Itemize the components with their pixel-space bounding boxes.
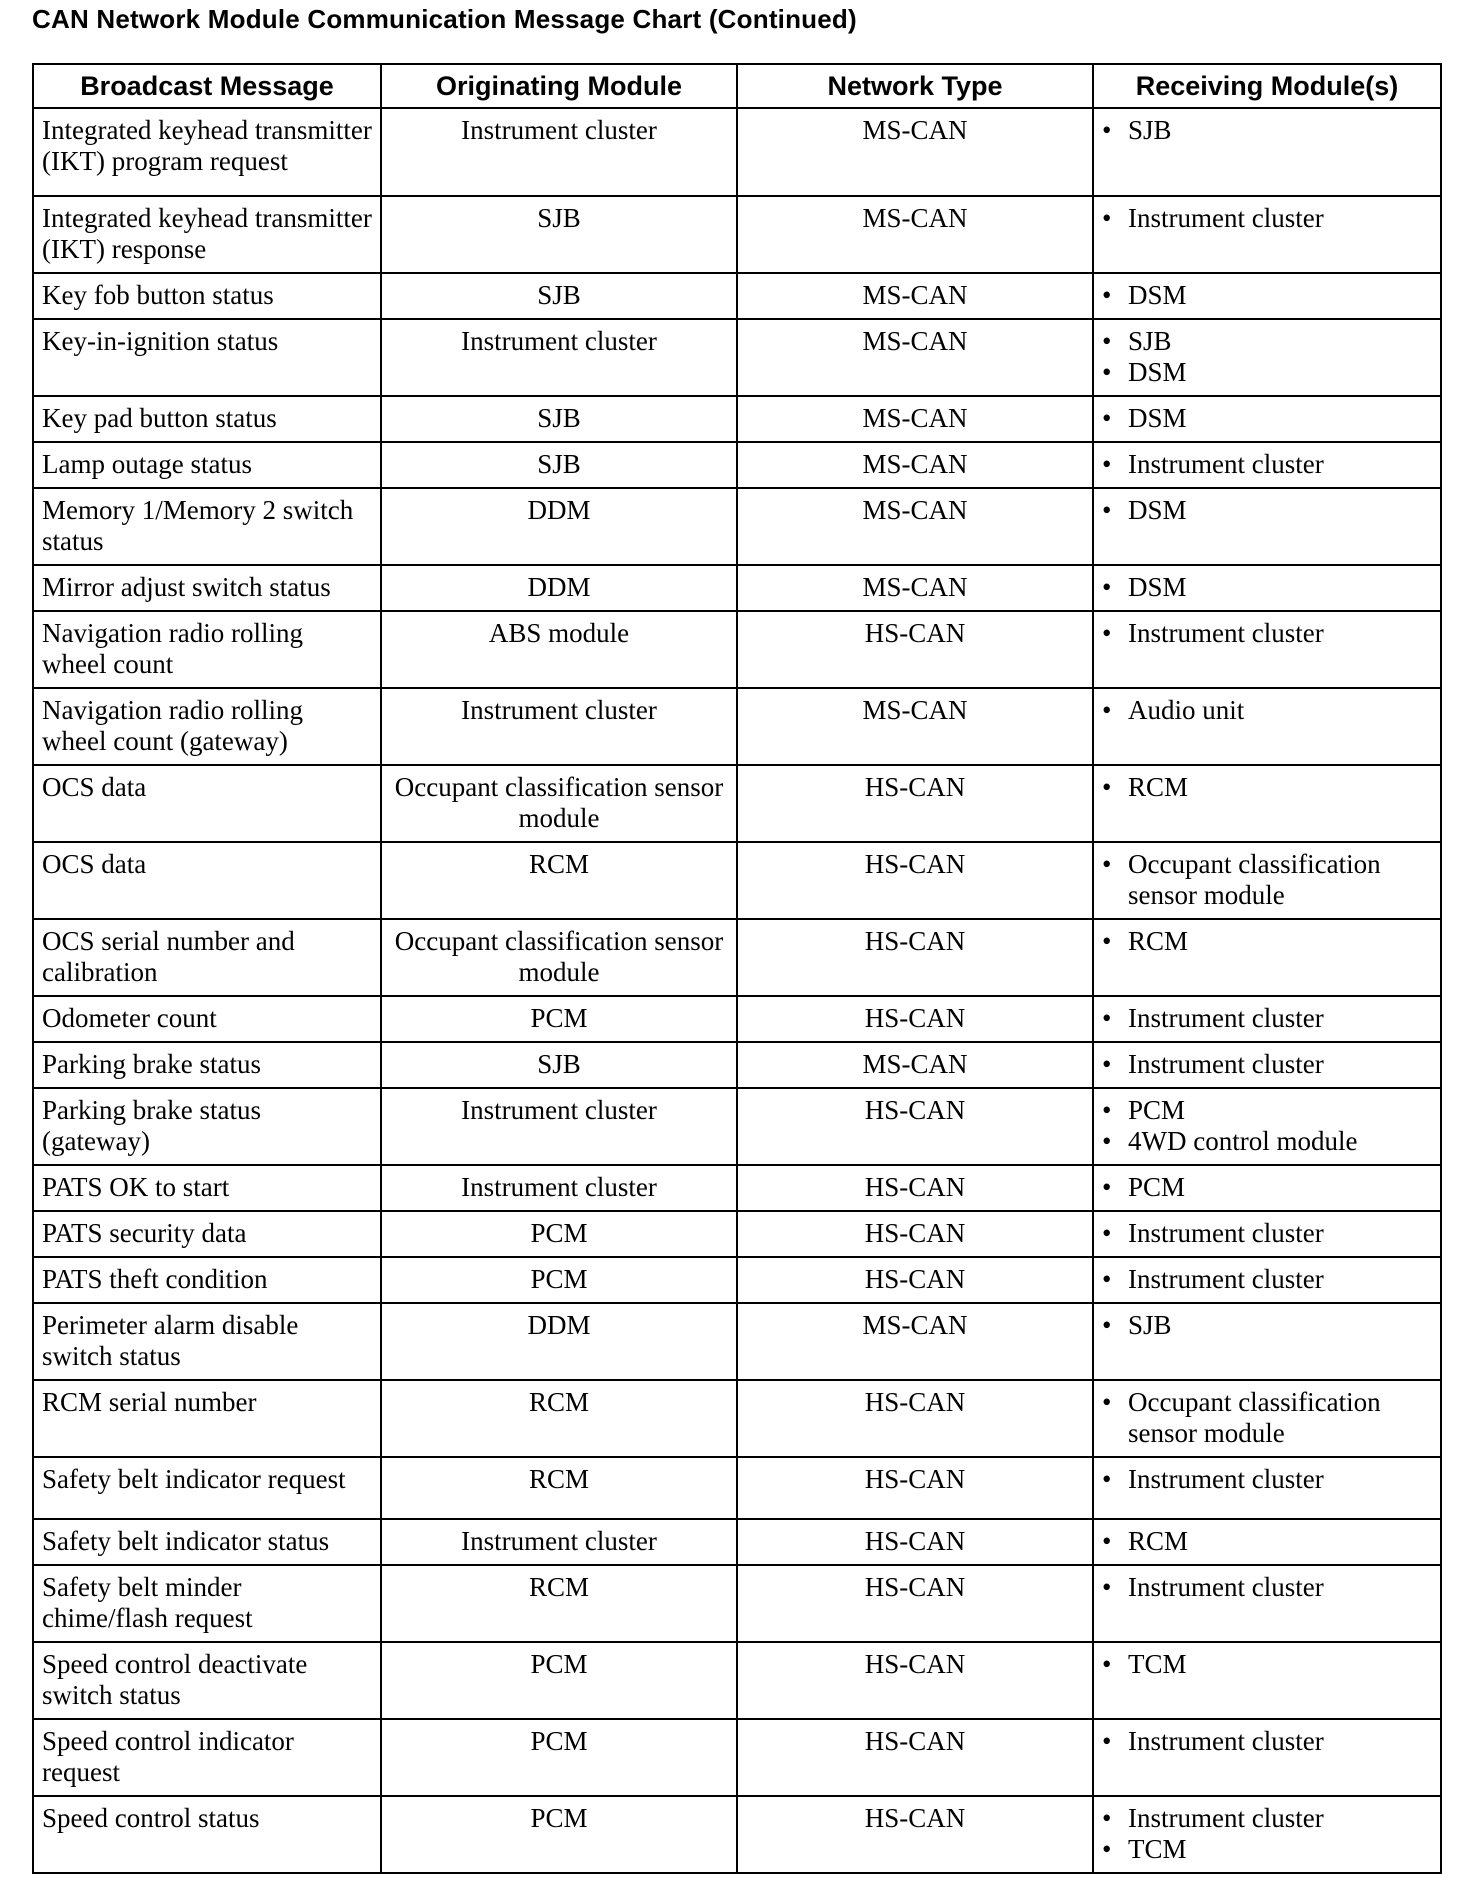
- receiving-module-item: • Occupant classification sensor module: [1102, 849, 1432, 911]
- receiving-modules-cell: [1093, 396, 1441, 442]
- originating-module-cell: PCM: [381, 1719, 737, 1796]
- table-row: [33, 273, 1441, 319]
- originating-module-cell: Occupant classification sensor module: [381, 765, 737, 842]
- receiving-modules-list: [1102, 326, 1432, 388]
- receiving-modules-cell: [1093, 1796, 1441, 1873]
- receiving-module-item: • SJB: [1102, 326, 1432, 357]
- originating-module-cell: RCM: [381, 842, 737, 919]
- broadcast-message-cell: Key-in-ignition status: [33, 319, 381, 396]
- receiving-modules-list: [1102, 1649, 1432, 1680]
- column-header-originating-module: Originating Module: [381, 64, 737, 108]
- originating-module-cell: PCM: [381, 1796, 737, 1873]
- receiving-modules-list: [1102, 1572, 1432, 1603]
- receiving-module-item: • SJB: [1102, 115, 1432, 146]
- receiving-modules-list: [1102, 1049, 1432, 1080]
- table-row: [33, 1719, 1441, 1796]
- receiving-modules-list: [1102, 280, 1432, 311]
- receiving-module-item: • Instrument cluster: [1102, 618, 1432, 649]
- broadcast-message-cell: Parking brake status (gateway): [33, 1088, 381, 1165]
- receiving-module-item: • TCM: [1102, 1834, 1432, 1865]
- receiving-module-item: • Instrument cluster: [1102, 203, 1432, 234]
- network-type-cell: MS-CAN: [737, 1042, 1093, 1088]
- table-row: [33, 1165, 1441, 1211]
- receiving-modules-list: [1102, 1803, 1432, 1865]
- table-row: [33, 1642, 1441, 1719]
- receiving-modules-cell: [1093, 1519, 1441, 1565]
- network-type-cell: HS-CAN: [737, 1519, 1093, 1565]
- table-row: [33, 1380, 1441, 1457]
- receiving-modules-list: [1102, 449, 1432, 480]
- table-row: [33, 1457, 1441, 1519]
- receiving-modules-list: [1102, 1726, 1432, 1757]
- page-title: CAN Network Module Communication Message Chart (Continued): [32, 4, 857, 34]
- table-row: [33, 996, 1441, 1042]
- receiving-modules-cell: [1093, 196, 1441, 273]
- receiving-modules-list: [1102, 1310, 1432, 1341]
- receiving-modules-list: [1102, 695, 1432, 726]
- receiving-module-item: • PCM: [1102, 1172, 1432, 1203]
- network-type-cell: MS-CAN: [737, 196, 1093, 273]
- table-row: [33, 396, 1441, 442]
- receiving-modules-cell: [1093, 919, 1441, 996]
- receiving-module-item: • Instrument cluster: [1102, 1726, 1432, 1757]
- receiving-modules-cell: [1093, 1165, 1441, 1211]
- originating-module-cell: PCM: [381, 996, 737, 1042]
- network-type-cell: HS-CAN: [737, 765, 1093, 842]
- broadcast-message-cell: Speed control deactivate switch status: [33, 1642, 381, 1719]
- receiving-modules-cell: [1093, 1042, 1441, 1088]
- table-row: [33, 565, 1441, 611]
- broadcast-message-cell: Parking brake status: [33, 1042, 381, 1088]
- originating-module-cell: DDM: [381, 565, 737, 611]
- table-row: [33, 196, 1441, 273]
- originating-module-cell: DDM: [381, 1303, 737, 1380]
- broadcast-message-cell: Navigation radio rolling wheel count: [33, 611, 381, 688]
- column-header-network-type: Network Type: [737, 64, 1093, 108]
- receiving-module-item: • Instrument cluster: [1102, 1803, 1432, 1834]
- network-type-cell: MS-CAN: [737, 1303, 1093, 1380]
- receiving-modules-cell: [1093, 1565, 1441, 1642]
- network-type-cell: HS-CAN: [737, 1642, 1093, 1719]
- network-type-cell: MS-CAN: [737, 442, 1093, 488]
- receiving-module-item: • PCM: [1102, 1095, 1432, 1126]
- table-row: [33, 1565, 1441, 1642]
- receiving-modules-cell: [1093, 996, 1441, 1042]
- broadcast-message-cell: Safety belt indicator request: [33, 1457, 381, 1519]
- originating-module-cell: PCM: [381, 1257, 737, 1303]
- broadcast-message-cell: Key pad button status: [33, 396, 381, 442]
- receiving-module-item: • DSM: [1102, 357, 1432, 388]
- receiving-modules-list: [1102, 203, 1432, 234]
- table-row: [33, 1796, 1441, 1873]
- receiving-modules-cell: [1093, 273, 1441, 319]
- receiving-module-item: • RCM: [1102, 1526, 1432, 1557]
- broadcast-message-cell: PATS theft condition: [33, 1257, 381, 1303]
- receiving-modules-list: [1102, 1172, 1432, 1203]
- receiving-modules-cell: [1093, 765, 1441, 842]
- receiving-modules-list: [1102, 1387, 1432, 1449]
- network-type-cell: MS-CAN: [737, 565, 1093, 611]
- receiving-module-item: • Instrument cluster: [1102, 1218, 1432, 1249]
- receiving-module-item: • Instrument cluster: [1102, 1464, 1432, 1495]
- originating-module-cell: SJB: [381, 273, 737, 319]
- network-type-cell: HS-CAN: [737, 1088, 1093, 1165]
- originating-module-cell: Instrument cluster: [381, 688, 737, 765]
- originating-module-cell: RCM: [381, 1565, 737, 1642]
- network-type-cell: MS-CAN: [737, 319, 1093, 396]
- receiving-module-item: • Instrument cluster: [1102, 449, 1432, 480]
- originating-module-cell: PCM: [381, 1642, 737, 1719]
- network-type-cell: MS-CAN: [737, 488, 1093, 565]
- column-header-broadcast-message: Broadcast Message: [33, 64, 381, 108]
- table-row: [33, 688, 1441, 765]
- originating-module-cell: Instrument cluster: [381, 1165, 737, 1211]
- receiving-modules-list: [1102, 849, 1432, 911]
- receiving-modules-cell: [1093, 842, 1441, 919]
- receiving-modules-list: [1102, 618, 1432, 649]
- originating-module-cell: DDM: [381, 488, 737, 565]
- network-type-cell: HS-CAN: [737, 611, 1093, 688]
- originating-module-cell: ABS module: [381, 611, 737, 688]
- network-type-cell: HS-CAN: [737, 1719, 1093, 1796]
- receiving-modules-cell: [1093, 319, 1441, 396]
- table-row: [33, 842, 1441, 919]
- receiving-modules-list: [1102, 572, 1432, 603]
- broadcast-message-cell: Key fob button status: [33, 273, 381, 319]
- table-row: [33, 919, 1441, 996]
- receiving-module-item: • Instrument cluster: [1102, 1049, 1432, 1080]
- receiving-modules-cell: [1093, 1257, 1441, 1303]
- broadcast-message-cell: Mirror adjust switch status: [33, 565, 381, 611]
- network-type-cell: HS-CAN: [737, 919, 1093, 996]
- receiving-modules-cell: [1093, 1719, 1441, 1796]
- network-type-cell: HS-CAN: [737, 842, 1093, 919]
- table-row: [33, 1303, 1441, 1380]
- broadcast-message-cell: Integrated keyhead transmitter (IKT) response: [33, 196, 381, 273]
- originating-module-cell: Instrument cluster: [381, 108, 737, 196]
- receiving-modules-cell: [1093, 688, 1441, 765]
- network-type-cell: HS-CAN: [737, 1380, 1093, 1457]
- receiving-modules-list: [1102, 1526, 1432, 1557]
- receiving-module-item: • Instrument cluster: [1102, 1572, 1432, 1603]
- receiving-module-item: • DSM: [1102, 572, 1432, 603]
- broadcast-message-cell: Safety belt minder chime/flash request: [33, 1565, 381, 1642]
- receiving-module-item: • DSM: [1102, 280, 1432, 311]
- originating-module-cell: Instrument cluster: [381, 1088, 737, 1165]
- table-row: [33, 1042, 1441, 1088]
- receiving-modules-cell: [1093, 442, 1441, 488]
- broadcast-message-cell: OCS data: [33, 842, 381, 919]
- broadcast-message-cell: Perimeter alarm disable switch status: [33, 1303, 381, 1380]
- receiving-module-item: • RCM: [1102, 926, 1432, 957]
- receiving-modules-cell: [1093, 488, 1441, 565]
- receiving-modules-cell: [1093, 1088, 1441, 1165]
- network-type-cell: MS-CAN: [737, 688, 1093, 765]
- broadcast-message-cell: Speed control indicator request: [33, 1719, 381, 1796]
- broadcast-message-cell: Integrated keyhead transmitter (IKT) program request: [33, 108, 381, 196]
- network-type-cell: HS-CAN: [737, 1257, 1093, 1303]
- originating-module-cell: SJB: [381, 396, 737, 442]
- receiving-modules-cell: [1093, 1211, 1441, 1257]
- receiving-module-item: • Instrument cluster: [1102, 1003, 1432, 1034]
- receiving-modules-cell: [1093, 1642, 1441, 1719]
- table-row: [33, 319, 1441, 396]
- originating-module-cell: Occupant classification sensor module: [381, 919, 737, 996]
- receiving-module-item: • RCM: [1102, 772, 1432, 803]
- table-row: [33, 1088, 1441, 1165]
- receiving-modules-list: [1102, 495, 1432, 526]
- table-row: [33, 488, 1441, 565]
- broadcast-message-cell: Speed control status: [33, 1796, 381, 1873]
- broadcast-message-cell: PATS OK to start: [33, 1165, 381, 1211]
- network-type-cell: MS-CAN: [737, 108, 1093, 196]
- originating-module-cell: PCM: [381, 1211, 737, 1257]
- originating-module-cell: RCM: [381, 1380, 737, 1457]
- column-header-receiving-modules: Receiving Module(s): [1093, 64, 1441, 108]
- broadcast-message-cell: Memory 1/Memory 2 switch status: [33, 488, 381, 565]
- originating-module-cell: SJB: [381, 442, 737, 488]
- network-type-cell: MS-CAN: [737, 396, 1093, 442]
- originating-module-cell: Instrument cluster: [381, 319, 737, 396]
- receiving-modules-list: [1102, 1095, 1432, 1157]
- receiving-module-item: • TCM: [1102, 1649, 1432, 1680]
- receiving-modules-list: [1102, 1264, 1432, 1295]
- receiving-modules-cell: [1093, 611, 1441, 688]
- receiving-module-item: • SJB: [1102, 1310, 1432, 1341]
- table-row: [33, 611, 1441, 688]
- table-row: [33, 108, 1441, 196]
- broadcast-message-cell: Lamp outage status: [33, 442, 381, 488]
- header-row: [33, 64, 1441, 108]
- receiving-modules-list: [1102, 926, 1432, 957]
- network-type-cell: HS-CAN: [737, 1211, 1093, 1257]
- broadcast-message-cell: RCM serial number: [33, 1380, 381, 1457]
- receiving-module-item: • Occupant classification sensor module: [1102, 1387, 1432, 1449]
- receiving-modules-list: [1102, 1464, 1432, 1495]
- broadcast-message-cell: PATS security data: [33, 1211, 381, 1257]
- receiving-module-item: • DSM: [1102, 495, 1432, 526]
- table-row: [33, 1519, 1441, 1565]
- network-type-cell: HS-CAN: [737, 1565, 1093, 1642]
- broadcast-message-cell: Navigation radio rolling wheel count (gateway): [33, 688, 381, 765]
- originating-module-cell: Instrument cluster: [381, 1519, 737, 1565]
- network-type-cell: MS-CAN: [737, 273, 1093, 319]
- table-row: [33, 1257, 1441, 1303]
- receiving-modules-list: [1102, 403, 1432, 434]
- table-row: [33, 1211, 1441, 1257]
- receiving-modules-cell: [1093, 1380, 1441, 1457]
- table-row: [33, 765, 1441, 842]
- receiving-module-item: • Audio unit: [1102, 695, 1432, 726]
- receiving-modules-cell: [1093, 108, 1441, 196]
- broadcast-message-cell: Odometer count: [33, 996, 381, 1042]
- broadcast-message-cell: Safety belt indicator status: [33, 1519, 381, 1565]
- network-type-cell: HS-CAN: [737, 996, 1093, 1042]
- broadcast-message-cell: OCS serial number and calibration: [33, 919, 381, 996]
- table-body: [33, 108, 1441, 1873]
- receiving-modules-list: [1102, 115, 1432, 146]
- network-type-cell: HS-CAN: [737, 1796, 1093, 1873]
- receiving-modules-cell: [1093, 1457, 1441, 1519]
- originating-module-cell: SJB: [381, 196, 737, 273]
- message-chart-table: [32, 63, 1442, 1874]
- broadcast-message-cell: OCS data: [33, 765, 381, 842]
- receiving-module-item: • DSM: [1102, 403, 1432, 434]
- originating-module-cell: SJB: [381, 1042, 737, 1088]
- receiving-module-item: • Instrument cluster: [1102, 1264, 1432, 1295]
- receiving-modules-cell: [1093, 565, 1441, 611]
- receiving-modules-list: [1102, 772, 1432, 803]
- network-type-cell: HS-CAN: [737, 1457, 1093, 1519]
- network-type-cell: HS-CAN: [737, 1165, 1093, 1211]
- receiving-modules-list: [1102, 1218, 1432, 1249]
- originating-module-cell: RCM: [381, 1457, 737, 1519]
- receiving-module-item: • 4WD control module: [1102, 1126, 1432, 1157]
- receiving-modules-list: [1102, 1003, 1432, 1034]
- receiving-modules-cell: [1093, 1303, 1441, 1380]
- table-row: [33, 442, 1441, 488]
